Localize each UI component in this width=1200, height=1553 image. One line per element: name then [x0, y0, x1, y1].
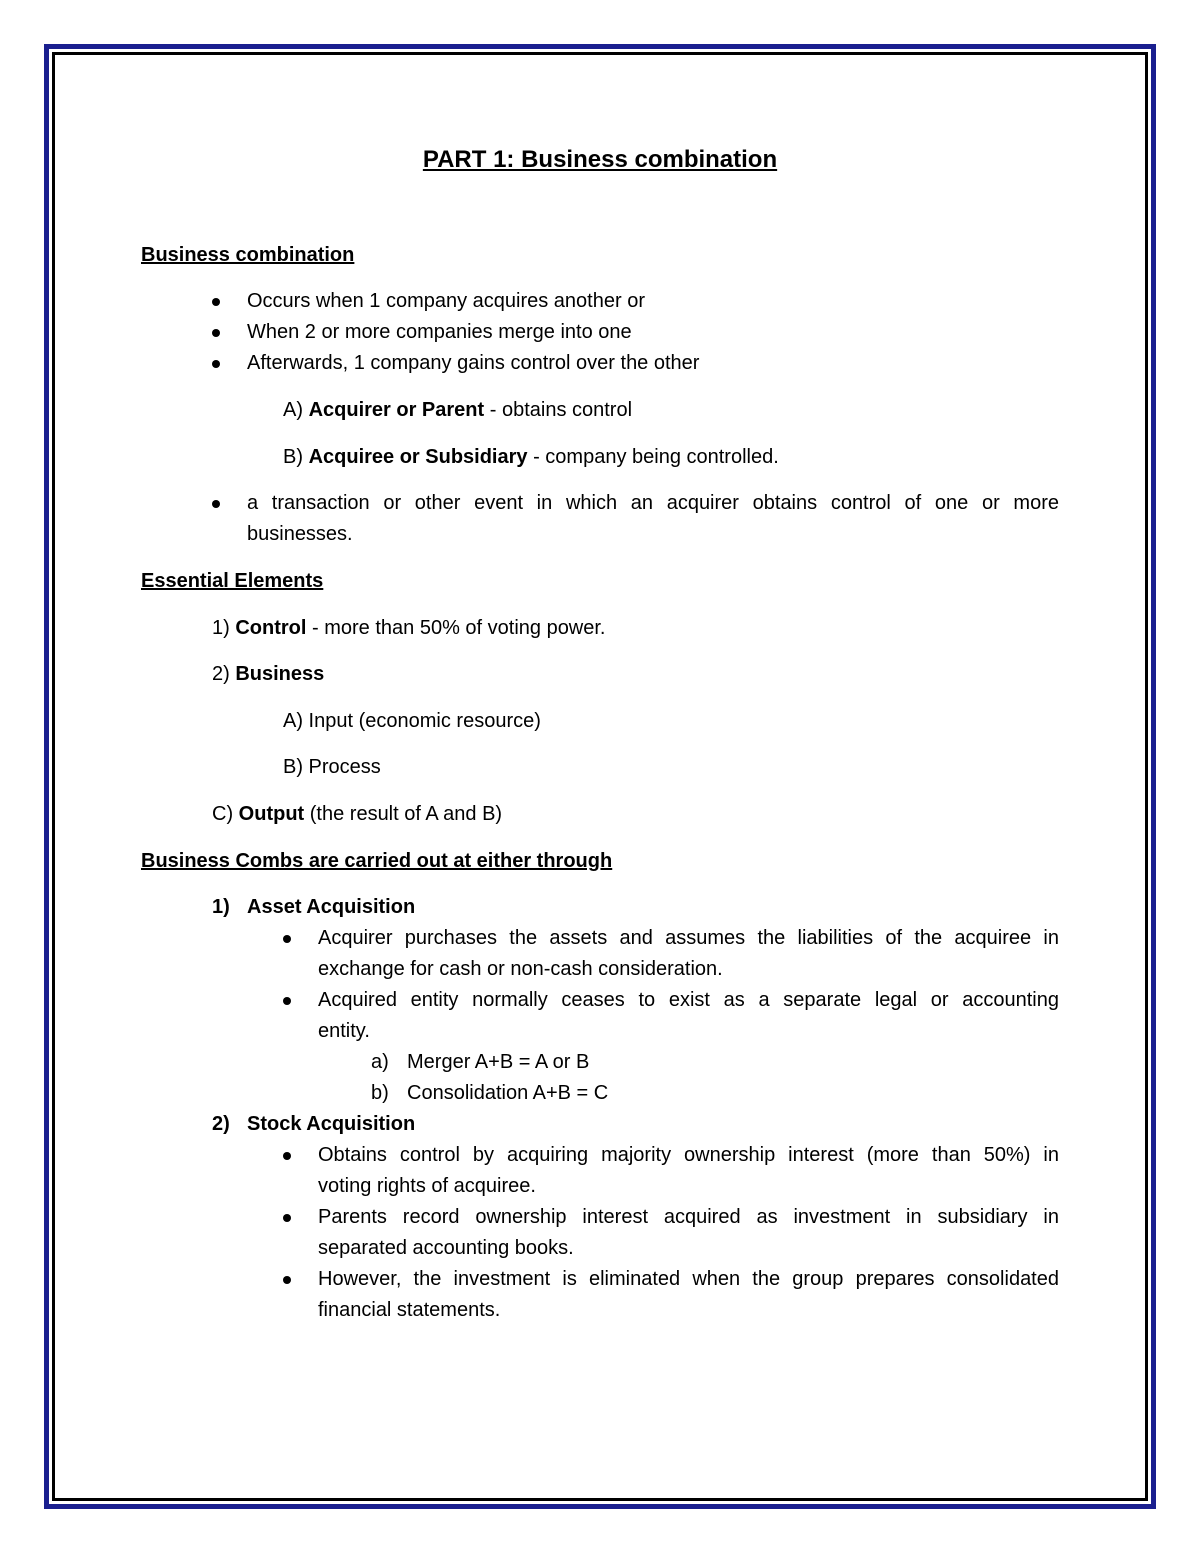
element-process: B) Process: [283, 756, 381, 778]
list-number: 2): [212, 1113, 230, 1135]
element-prefix: C): [212, 803, 239, 825]
type-letter: b): [371, 1082, 389, 1104]
stock-bullet-2-line-2: separated accounting books.: [318, 1237, 574, 1259]
sub-item-prefix: A): [283, 399, 309, 421]
asset-bullet-2-line-2: entity.: [318, 1020, 370, 1042]
asset-bullet-1-line-2: exchange for cash or non-cash consideration.: [318, 958, 723, 980]
type-letter: a): [371, 1051, 389, 1073]
bullet-text: Afterwards, 1 company gains control over the other: [247, 352, 700, 374]
sub-item-prefix: B): [283, 446, 309, 468]
sub-item-acquirer: [283, 395, 632, 426]
bullet-icon: [212, 298, 220, 306]
bullet-text: When 2 or more companies merge into one: [247, 321, 632, 343]
sub-item-desc: - company being controlled.: [527, 446, 779, 468]
element-term: Output: [238, 803, 305, 825]
type-merger: Merger A+B = A or B: [407, 1051, 590, 1073]
definition-line-1: a transaction or other event in which an acquirer obtains control of one or more: [247, 492, 1059, 514]
element-desc: (the result of A and B): [304, 803, 503, 825]
element-business: [212, 659, 324, 690]
element-prefix: 1): [212, 617, 236, 639]
element-desc: - more than 50% of voting power.: [306, 617, 606, 639]
section-heading-business-combination: Business combination: [141, 244, 355, 266]
bullet-text: Occurs when 1 company acquires another or: [247, 290, 645, 312]
sub-item-acquiree: [283, 442, 779, 473]
bullet-icon: [283, 1214, 291, 1222]
asset-bullet-2-line-1: Acquired entity normally ceases to exist as a separate legal or accounting: [318, 989, 1059, 1011]
bullet-icon: [283, 1276, 291, 1284]
bullet-icon: [212, 329, 220, 337]
sub-item-desc: - obtains control: [484, 399, 633, 421]
stock-bullet-3-line-1: However, the investment is eliminated when the group prepares consolidated: [318, 1268, 1059, 1290]
page-title: PART 1: Business combination: [422, 146, 778, 173]
element-input: A) Input (economic resource): [283, 710, 541, 732]
sub-item-term: Acquiree or Subsidiary: [308, 446, 528, 468]
asset-acquisition-label: Asset Acquisition: [247, 896, 416, 918]
element-term: Control: [235, 617, 307, 639]
section-heading-essential-elements: Essential Elements: [141, 570, 324, 592]
stock-bullet-3-line-2: financial statements.: [318, 1299, 501, 1321]
element-term: Business: [235, 663, 325, 685]
stock-bullet-1-line-1: Obtains control by acquiring majority ownership interest (more than 50%) in: [318, 1144, 1059, 1166]
element-prefix: 2): [212, 663, 236, 685]
list-number: 1): [212, 896, 230, 918]
type-consolidation: Consolidation A+B = C: [407, 1082, 609, 1104]
element-control: [212, 613, 606, 644]
element-output: [212, 799, 502, 830]
bullet-icon: [283, 935, 291, 943]
bullet-icon: [283, 997, 291, 1005]
bullet-icon: [212, 360, 220, 368]
stock-acquisition-label: Stock Acquisition: [247, 1113, 416, 1135]
bullet-icon: [212, 500, 220, 508]
bullet-icon: [283, 1152, 291, 1160]
section-heading-business-combs: Business Combs are carried out at either through: [141, 850, 613, 872]
definition-line-2: businesses.: [247, 523, 353, 545]
stock-bullet-2-line-1: Parents record ownership interest acquired as investment in subsidiary in: [318, 1206, 1059, 1228]
stock-bullet-1-line-2: voting rights of acquiree.: [318, 1175, 536, 1197]
asset-bullet-1-line-1: Acquirer purchases the assets and assumes the liabilities of the acquiree in: [318, 927, 1059, 949]
sub-item-term: Acquirer or Parent: [308, 399, 485, 421]
